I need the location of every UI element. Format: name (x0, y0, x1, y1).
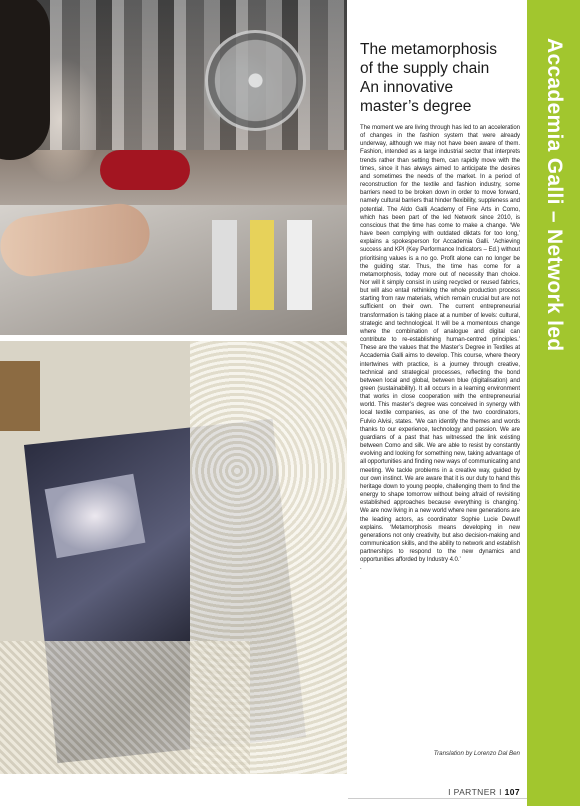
article-headline (360, 40, 520, 116)
article-body (360, 124, 520, 744)
headline-line: of the supply chain (360, 60, 490, 77)
page-footer (448, 787, 520, 797)
bottom-margin (0, 777, 348, 806)
fabric-tag (0, 361, 40, 431)
workshop-photo (0, 0, 347, 335)
headline-line: master’s degree (360, 98, 472, 115)
textile-photo (0, 341, 347, 774)
side-title (527, 0, 580, 580)
red-fabric (100, 150, 190, 190)
desk-fan (205, 30, 306, 131)
publication-name: I PARTNER I (448, 787, 502, 797)
translation-credit: Translation by Lorenzo Dal Ben (433, 750, 520, 757)
tulle-fabric (0, 641, 250, 774)
end-mark: . (360, 565, 362, 572)
body-paragraph: The moment we are living through has led to an acceleration of changes in the fashion system that were already underway, although we may not have been aware of them. Fashion, intended as a large industrial sector that interprets trends rather than setting them, can rapidly move with the times, since it has always aimed to anticipate the desires and sometimes the needs of the market. In a period of reconstruction for the textile and fashion industry, some barriers need to be broken down in order to move forward, namely cultural barriers that hinder flexibility, suppleness and potential. The Aldo Galli Academy of Fine Arts in Como, which has been part of the led Network since 2010, is conscious that the time has come to make a change. ‘We have been complying with outdated diktats for too long,’ explains a spokesperson for Accademia Galli. ‘Achieving success and KPI (Key Performance Indicators – Ed.) without prioritising values is a no go. Profit alone can no longer be the guiding star. Thus, the time has come for a metamorphosis, today more out of necessity than choice. Nor will it simply consist in using recycled or reused fabrics, but will also entail rethinking the whole production process starting from raw materials, which remain crucial but are not sufficient on their own. The current entrepreneurial transformation is taking place at a number of levels: cultural, strategic and technological. It will be a momentous change where the combination of analogue and digital can contribute to re-establishing human-centred principles.’ These are the values that the Master’s Degree in Textiles at Accademia Galli aims to develop. This course, where theory intertwines with practice, is a journey through creative, technical and strategical processes, reflecting the bond between local and global, between blue (digitalisation) and green (sustainability). It all occurs in a learning environment that works in close cooperation with the entrepreneurial world. This master’s degree was conceived in synergy with local textile companies, as one of the two coordinators, Fulvio Alvisi, states. ‘We can identify the themes and words thanks to our experience, technology and passion. We are guardians of a past that has witnessed the link existing between Como and silk. We are able to resist by constantly evolving and looking for something new, taking advantage of all opportunities and finding new ways of communicating and meeting. We tackle problems in a creative way, guided by our own instinct. We are aware that it is our duty to hand this heritage down to young people, challenging them to find the energy to shape tomorrow without being afraid of revisiting established approaches because everything is changing.’ We are now living in a new world where new generations are the leading actors, as coordinator Sophie Lucie Dewulf explains. ‘Metamorphosis means developing in new generations not only creativity, but also decision-making and communication skills, and the ability to network and establish partnerships to respond to the new dynamics and opportunities afforded by Industry 4.0.’ (360, 125, 520, 564)
page-number: 107 (504, 787, 520, 797)
headline-line: An innovative (360, 79, 454, 96)
headline-line: The metamorphosis (360, 41, 497, 58)
footer-rule (348, 798, 527, 799)
spray-cans (212, 220, 312, 310)
side-title-text: Accademia Galli – Network led (542, 38, 566, 352)
student-head (0, 0, 50, 160)
